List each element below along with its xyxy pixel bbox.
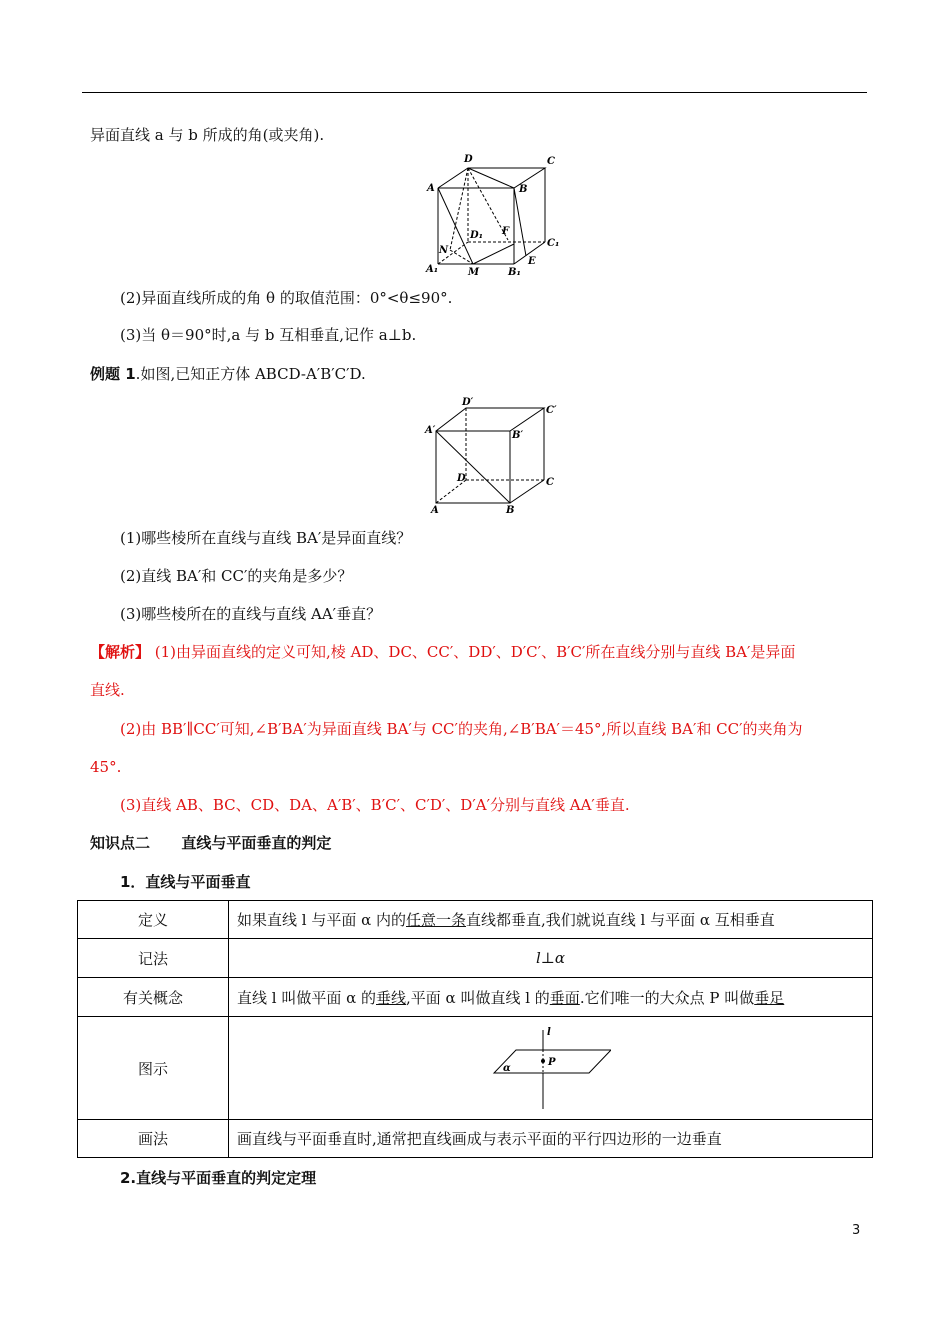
fig1-label-c: C — [547, 156, 555, 167]
angle-range-line: (2)异面直线所成的角 θ 的取值范围：0°<θ≤90°. — [120, 289, 453, 307]
fig1-label-d: D — [464, 154, 473, 165]
example-1 — [90, 364, 366, 384]
definition-table — [77, 900, 873, 1158]
solution-text-1a: (1)由异面直线的定义可知,棱 AD、DC、CC′、DD′、D′C′、B′C′所在直线分别与直线 BA′是异面 — [150, 643, 796, 661]
knowledge-point-2 — [90, 833, 331, 853]
fig2-label-dp: D′ — [462, 397, 474, 408]
skew-lines-figure — [420, 150, 570, 280]
subsection-2-title: 2.直线与平面垂直的判定定理 — [120, 1169, 317, 1187]
fig2-label-cp: C′ — [546, 405, 557, 416]
solution-line-3: (3)直线 AB、BC、CD、DA、A′B′、B′C′、C′D′、D′A′分别与直线 AA′垂直. — [120, 796, 630, 814]
fig1-label-m: M — [468, 267, 480, 278]
fig2-label-d: D — [457, 473, 466, 484]
fig1-label-d1: D₁ — [470, 230, 484, 241]
subsection-1-title: 1．直线与平面垂直 — [120, 873, 251, 891]
table-row-figure — [78, 1017, 873, 1120]
fig1-label-n: N — [439, 245, 449, 256]
question-1: (1)哪些棱所在直线与直线 BA′是异面直线？ — [120, 529, 412, 547]
fig2-label-b: B — [506, 505, 515, 514]
page-number: 3 — [852, 1223, 861, 1238]
kp2-title: 直线与平面垂直的判定 — [181, 834, 332, 852]
fig2-label-c: C — [546, 477, 554, 488]
drawing-key: 画法 — [78, 1120, 229, 1158]
concepts-value: 直线 l 叫做平面 α 的垂线,平面 α 叫做直线 l 的垂面.它们唯一的大众点 P 叫做垂足 — [229, 978, 873, 1017]
solution-line-2: (2)由 BB′∥CC′可知,∠B′BA′为异面直线 BA′与 CC′的夹角,∠B′BA′＝45°,所以直线 BA′和 CC′的夹角为 — [120, 720, 803, 738]
header-rule — [82, 92, 867, 93]
perpendicular-line: (3)当 θ＝90°时,a 与 b 互相垂直,记作 a⊥b. — [120, 326, 417, 344]
figure-value — [229, 1017, 873, 1120]
question-2: (2)直线 BA′和 CC′的夹角是多少？ — [120, 567, 353, 585]
fig1-label-b1: B₁ — [508, 267, 521, 278]
drawing-value: 画直线与平面垂直时,通常把直线画成与表示平面的平行四边形的一边垂直 — [229, 1120, 873, 1158]
solution-line-1b: 直线. — [90, 681, 125, 699]
notation-value: l⊥α — [229, 939, 873, 978]
solution-line-1 — [90, 642, 795, 662]
question-3: (3)哪些棱所在的直线与直线 AA′垂直？ — [120, 605, 382, 623]
intro-line: 异面直线 a 与 b 所成的角(或夹角). — [90, 126, 325, 144]
notation-key: 记法 — [78, 939, 229, 978]
definition-key: 定义 — [78, 901, 229, 939]
definition-value: 如果直线 l 与平面 α 内的任意一条直线都垂直,我们就说直线 l 与平面 α 互相垂直 — [229, 901, 873, 939]
table-row-drawing — [78, 1120, 873, 1158]
fig1-label-e: E — [528, 256, 536, 267]
fig-label-l: l — [546, 1027, 551, 1038]
table-row-notation — [78, 939, 873, 978]
fig1-label-b: B — [519, 184, 528, 195]
example-text: .如图,已知正方体 ABCD-A′B′C′D. — [135, 365, 366, 383]
fig1-label-a1: A₁ — [426, 264, 439, 275]
fig-label-alpha: α — [502, 1063, 511, 1074]
kp2-label: 知识点二 — [90, 834, 151, 852]
example-label: 例题 1 — [90, 365, 136, 383]
solution-line-2b: 45°. — [90, 758, 122, 776]
fig2-label-bp: B′ — [512, 430, 524, 441]
fig1-label-f: F — [502, 226, 510, 237]
fig2-label-a: A — [431, 505, 439, 514]
figure-key: 图示 — [78, 1017, 229, 1120]
solution-tag: 【解析】 — [90, 643, 151, 661]
fig1-label-a: A — [427, 183, 435, 194]
fig1-label-c1: C₁ — [547, 238, 560, 249]
line-plane-perpendicular-diagram — [491, 1025, 611, 1111]
concepts-key: 有关概念 — [78, 978, 229, 1017]
table-row-concepts — [78, 978, 873, 1017]
fig-label-p: P — [547, 1057, 556, 1068]
fig2-label-ap: A′ — [425, 425, 436, 436]
cube-figure — [422, 396, 562, 514]
table-row-definition — [78, 901, 873, 939]
